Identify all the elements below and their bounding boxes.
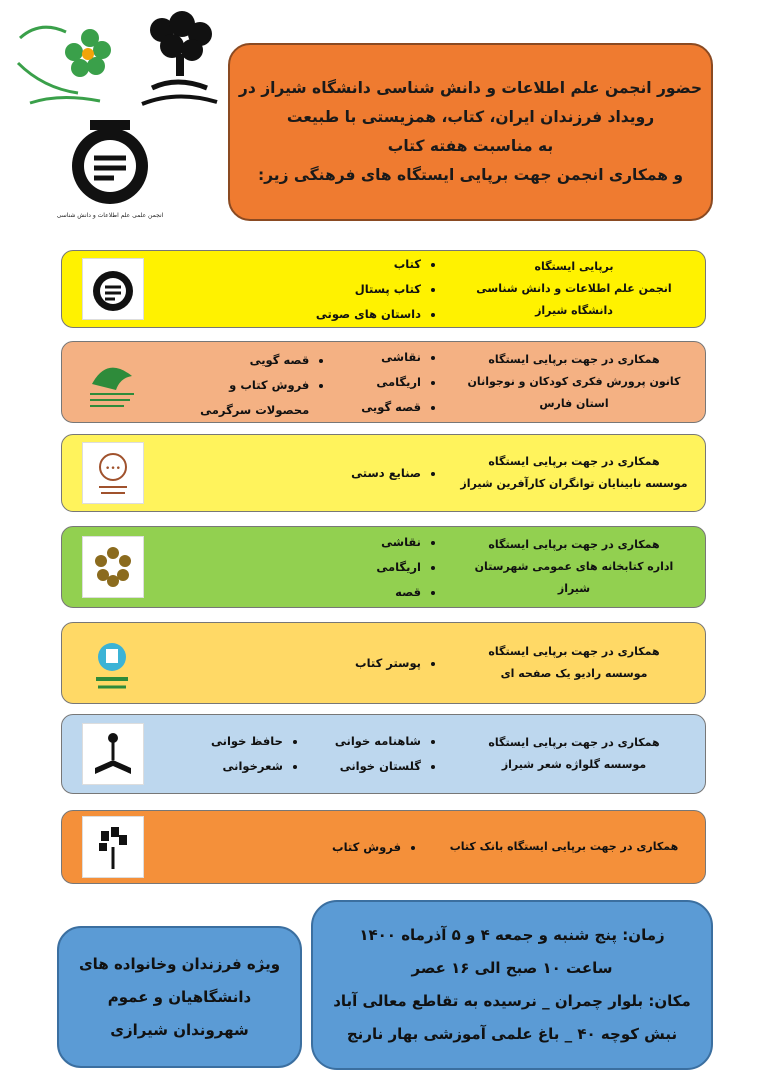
list-item: • فروش کتاب و محصولات سرگرمی bbox=[199, 373, 309, 423]
location-line-1: مکان: بلوار چمران _ نرسیده به تقاطع معالی آباد bbox=[333, 992, 691, 1010]
audience-line-2: دانشگاهیان و عموم bbox=[107, 987, 252, 1006]
station-org bbox=[439, 811, 689, 883]
audience-box bbox=[57, 926, 302, 1068]
station-row-public-libraries bbox=[61, 526, 706, 608]
station-items-col1 bbox=[355, 651, 435, 676]
station-org bbox=[459, 251, 689, 327]
station-row-radio bbox=[61, 622, 706, 704]
list-item: • قصه bbox=[376, 580, 421, 605]
station-items-col1 bbox=[376, 530, 435, 605]
station-org-line1: همکاری در جهت برپایی ایستگاه بانک کتاب bbox=[449, 840, 679, 853]
station-items-col1 bbox=[335, 729, 435, 779]
station-org-line1: همکاری در جهت برپایی ایستگاه bbox=[488, 538, 660, 551]
title-line-1: حضور انجمن علم اطلاعات و دانش شناسی دانشگاه شیراز در bbox=[238, 79, 703, 97]
station-org-line2: موسسه نابینایان توانگران کارآفرین شیراز bbox=[460, 477, 688, 490]
station-org-line2: کانون پرورش فکری کودکان و نوجوانان استان فارس bbox=[467, 375, 681, 410]
university-logo bbox=[132, 8, 222, 113]
station-org-line2: موسسه گلواژه شعر شیراز bbox=[501, 758, 647, 771]
time-line-1: زمان: پنج شنبه و جمعه ۴ و ۵ آذرماه ۱۴۰۰ bbox=[359, 926, 665, 944]
municipality-logo bbox=[10, 8, 120, 113]
station-org-line2: اداره کتابخانه های عمومی شهرستان شیراز bbox=[474, 560, 674, 595]
list-item: • اریگامی bbox=[376, 555, 421, 580]
station-org bbox=[459, 435, 689, 511]
list-item: • صنایع دستی bbox=[351, 461, 421, 486]
list-item: • نقاشی bbox=[361, 345, 421, 370]
association-logo bbox=[82, 258, 144, 320]
location-line-2: نبش کوچه ۴۰ _ باغ علمی آموزشی بهار نارنج bbox=[346, 1025, 678, 1043]
list-item: • پوستر کتاب bbox=[355, 651, 421, 676]
station-items-col2 bbox=[211, 729, 297, 779]
station-org-line1: همکاری در جهت برپایی ایستگاه bbox=[488, 736, 660, 749]
station-row-kanoon bbox=[61, 341, 706, 423]
golvazheh-logo bbox=[82, 723, 144, 785]
list-item: • فروش کتاب bbox=[332, 835, 401, 860]
station-org-line1: برپایی ایستگاه bbox=[534, 260, 614, 273]
station-org-line2: موسسه رادیو یک صفحه ای bbox=[500, 667, 648, 680]
station-items bbox=[199, 342, 435, 422]
kanoon-logo bbox=[82, 352, 142, 412]
list-item: • قصه گویی bbox=[361, 395, 421, 420]
time-line-2: ساعت ۱۰ صبح الی ۱۶ عصر bbox=[411, 959, 613, 977]
station-items bbox=[351, 435, 435, 511]
station-items-col1 bbox=[361, 345, 435, 420]
association-logo-caption: انجمن علمی علم اطلاعات و دانش شناسی bbox=[56, 212, 164, 219]
list-item: • شعرخوانی bbox=[211, 754, 283, 779]
list-item: • کتاب پستال bbox=[316, 277, 421, 302]
list-item: • داستان های صوتی bbox=[316, 302, 421, 327]
radio-logo bbox=[82, 633, 142, 693]
blind-institute-logo bbox=[82, 442, 144, 504]
list-item: • اریگامی bbox=[361, 370, 421, 395]
station-items bbox=[211, 715, 435, 793]
station-org-line1: همکاری در جهت برپایی ایستگاه bbox=[488, 645, 660, 658]
station-org bbox=[459, 715, 689, 793]
station-items bbox=[332, 811, 415, 883]
station-org bbox=[459, 527, 689, 607]
list-item: • شاهنامه خوانی bbox=[335, 729, 421, 754]
station-items bbox=[355, 623, 435, 703]
list-item: • قصه گویی bbox=[199, 348, 309, 373]
public-libraries-logo bbox=[82, 536, 144, 598]
station-row-golvazheh bbox=[61, 714, 706, 794]
title-line-4: و همکاری انجمن جهت برپایی ایستگاه های فرهنگی زیر: bbox=[257, 166, 684, 184]
station-items-col1 bbox=[332, 835, 415, 860]
station-org bbox=[459, 623, 689, 703]
station-items bbox=[376, 527, 435, 607]
list-item: • گلستان خوانی bbox=[335, 754, 421, 779]
station-org-line1: همکاری در جهت برپایی ایستگاه bbox=[488, 353, 660, 366]
title-box bbox=[228, 43, 713, 221]
list-item: • کتاب bbox=[316, 252, 421, 277]
station-items-col2 bbox=[199, 348, 323, 423]
station-org-line2: انجمن علم اطلاعات و دانش شناسی دانشگاه شیراز bbox=[476, 282, 672, 317]
association-logo bbox=[50, 118, 170, 223]
station-row-blind-institute bbox=[61, 434, 706, 512]
title-line-3: به مناسبت هفته کتاب bbox=[387, 137, 554, 155]
station-row-association bbox=[61, 250, 706, 328]
station-items-col1 bbox=[351, 461, 435, 486]
station-row-book-bank bbox=[61, 810, 706, 884]
station-items-col1 bbox=[316, 252, 435, 327]
title-line-2: رویداد فرزندان ایران، کتاب، همزیستی با طبیعت bbox=[286, 108, 655, 126]
time-location-box bbox=[311, 900, 713, 1070]
station-items bbox=[316, 251, 435, 327]
station-org bbox=[459, 342, 689, 422]
list-item: • حافظ خوانی bbox=[211, 729, 283, 754]
audience-line-1: ویژه فرزندان وخانواده های bbox=[78, 954, 281, 973]
svg-text:•••: ••• bbox=[105, 464, 121, 474]
book-bank-logo bbox=[82, 816, 144, 878]
audience-line-3: شهروندان شیرازی bbox=[110, 1020, 249, 1039]
station-org-line1: همکاری در جهت برپایی ایستگاه bbox=[488, 455, 660, 468]
list-item: • نقاشی bbox=[376, 530, 421, 555]
